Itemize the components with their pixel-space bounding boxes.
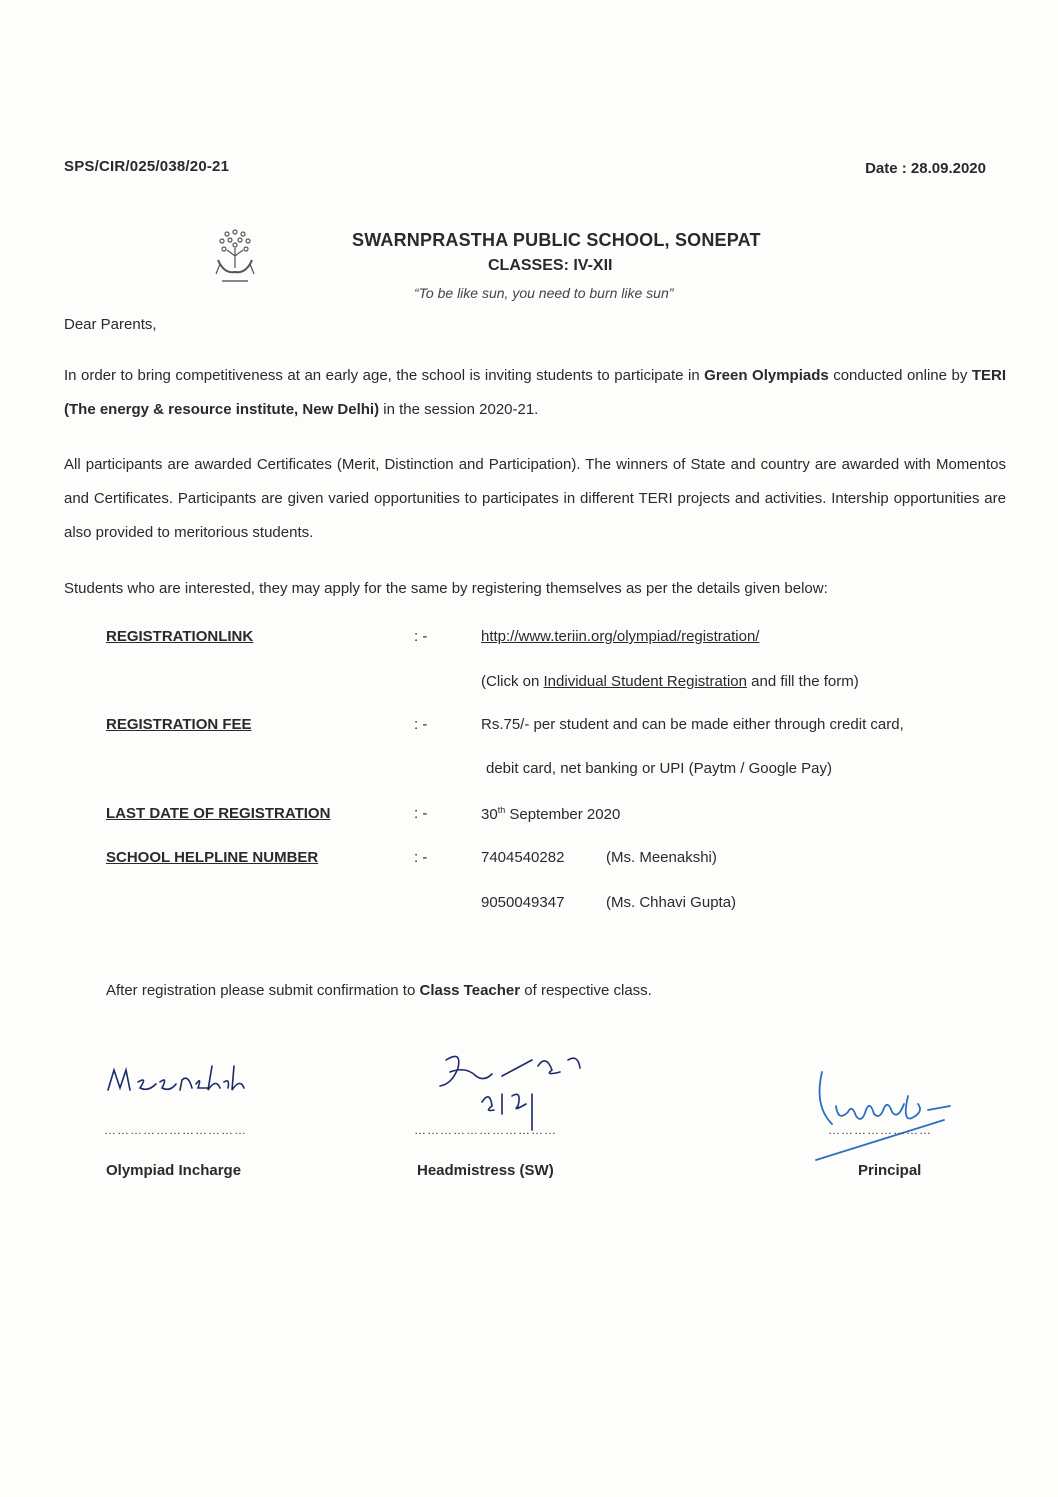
signature-line-3: ……………………	[828, 1123, 932, 1137]
intro-bold-olympiad: Green Olympiads	[704, 367, 829, 384]
salutation: Dear Parents,	[64, 316, 157, 333]
helpline-label: SCHOOL HELPLINE NUMBER	[106, 849, 319, 866]
separator: : -	[414, 805, 428, 822]
reference-number: SPS/CIR/025/038/20-21	[64, 158, 230, 175]
last-date-value	[481, 805, 620, 823]
circular-date: Date : 28.09.2020	[865, 160, 986, 177]
last-date-day: 30	[481, 806, 498, 823]
headmistress-title: Headmistress (SW)	[417, 1162, 554, 1179]
separator: : -	[414, 849, 428, 866]
helpline-name-1: (Ms. Meenakshi)	[606, 849, 717, 866]
registration-fee-line1: Rs.75/- per student and can be made either through credit card,	[481, 716, 904, 733]
note-text: After registration please submit confirmation to	[106, 982, 420, 999]
helpline-number-2: 9050049347	[481, 894, 565, 911]
school-logo-icon	[210, 224, 260, 288]
confirmation-note	[106, 982, 652, 999]
intro-text: conducted online by	[828, 367, 972, 384]
signature-line-2: ……………………………	[414, 1123, 557, 1137]
individual-registration-text: Individual Student Registration	[543, 673, 747, 690]
signature-line-1: ……………………………	[104, 1123, 247, 1137]
helpline-number-1: 7404540282	[481, 849, 565, 866]
paragraph-apply: Students who are interested, they may apply for the same by registering themselves as per the details given below:	[64, 580, 828, 597]
intro-text: In order to bring competitiveness at an early age, the school is inviting students to participate in	[64, 367, 705, 384]
intro-bold-teri: TERI (The energy & resource institute, New Delhi)	[64, 367, 1006, 418]
last-date-suffix: th	[497, 805, 506, 815]
headmistress-signature	[432, 1046, 592, 1132]
registration-link-label: REGISTRATIONLINK	[106, 628, 254, 645]
last-date-label: LAST DATE OF REGISTRATION	[106, 805, 331, 822]
registration-link-note	[481, 673, 859, 690]
class-teacher-text: Class Teacher	[419, 982, 521, 999]
olympiad-incharge-signature	[104, 1058, 254, 1102]
school-motto: “To be like sun, you need to burn like sun”	[414, 285, 674, 301]
principal-title: Principal	[858, 1162, 922, 1179]
registration-fee-label: REGISTRATION FEE	[106, 716, 252, 733]
separator: : -	[414, 628, 428, 645]
registration-fee-line2: debit card, net banking or UPI (Paytm / Google Pay)	[486, 760, 833, 777]
note-text: of respective class.	[520, 982, 652, 999]
note-text: and fill the form)	[746, 673, 859, 690]
note-text: (Click on	[481, 673, 544, 690]
paragraph-awards: All participants are awarded Certificates (Merit, Distinction and Participation). The winners of State and country are awarded with Momentos and Certificates. Participants are given varied opportunities to participates in different TERI projects and activities. Intership opportunities are also provided to meritorious students.	[64, 456, 1006, 541]
separator: : -	[414, 716, 428, 733]
school-classes: CLASSES: IV-XII	[488, 257, 613, 274]
helpline-name-2: (Ms. Chhavi Gupta)	[606, 894, 737, 911]
olympiad-incharge-title: Olympiad Incharge	[106, 1162, 242, 1179]
intro-text: in the session 2020-21.	[379, 401, 539, 418]
paragraph-intro	[64, 359, 1006, 427]
registration-link[interactable]: http://www.teriin.org/olympiad/registration/	[481, 628, 760, 645]
last-date-month: September 2020	[505, 806, 621, 823]
principal-signature	[812, 1066, 952, 1166]
school-name: SWARNPRASTHA PUBLIC SCHOOL, SONEPAT	[352, 230, 761, 250]
